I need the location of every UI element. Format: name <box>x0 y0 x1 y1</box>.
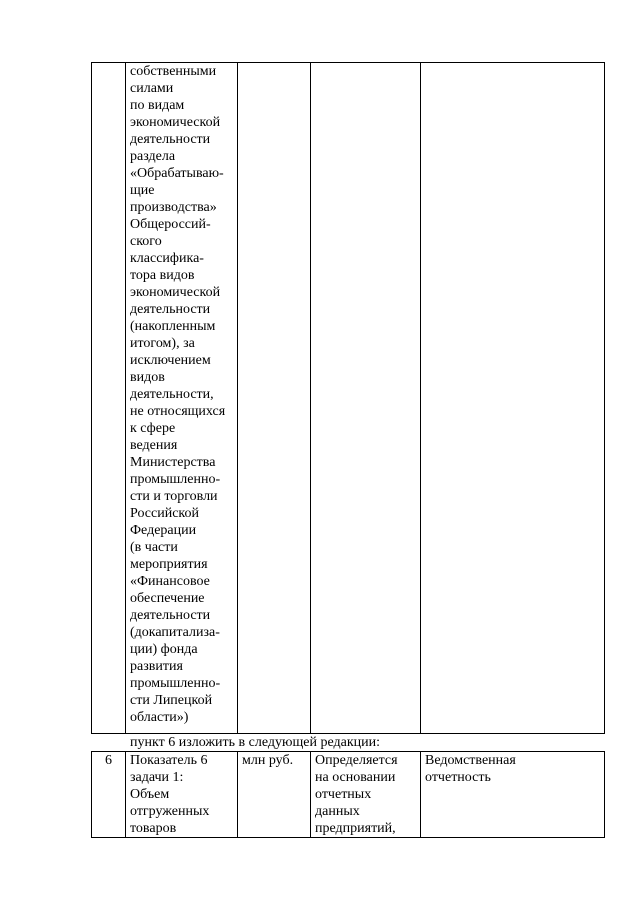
table-row <box>92 752 605 838</box>
cell-unit <box>238 63 311 734</box>
cell-indicator-name: собственными силами по видам экономической деятельности раздела «Обрабатываю- щие производства» Общероссий- ского классифика- тора видов экономической деятельности (накопленным итогом), за исключением видов деятельности, не относящихся к сфере ведения Министерства промышленно- сти и торговли Российской Федерации (в части мероприятия «Финансовое обеспечение деятельности (докапитализа- ции) фонда развития промышленно- сти Липецкой области») <box>126 63 238 734</box>
amendment-note: пункт 6 изложить в следующей редакции: <box>130 735 380 750</box>
indicator-table-continued <box>91 62 605 734</box>
cell-number <box>92 63 126 734</box>
cell-indicator-name: Показатель 6 задачи 1: Объем отгруженных товаров <box>126 752 238 838</box>
cell-number: 6 <box>92 752 126 838</box>
cell-unit: млн руб. <box>238 752 311 838</box>
indicator-table-new <box>91 751 605 838</box>
cell-method: Определяется на основании отчетных данных предприятий, <box>311 752 421 838</box>
cell-source <box>421 63 605 734</box>
cell-source: Ведомственная отчетность <box>421 752 605 838</box>
cell-method <box>311 63 421 734</box>
table-row <box>92 63 605 734</box>
